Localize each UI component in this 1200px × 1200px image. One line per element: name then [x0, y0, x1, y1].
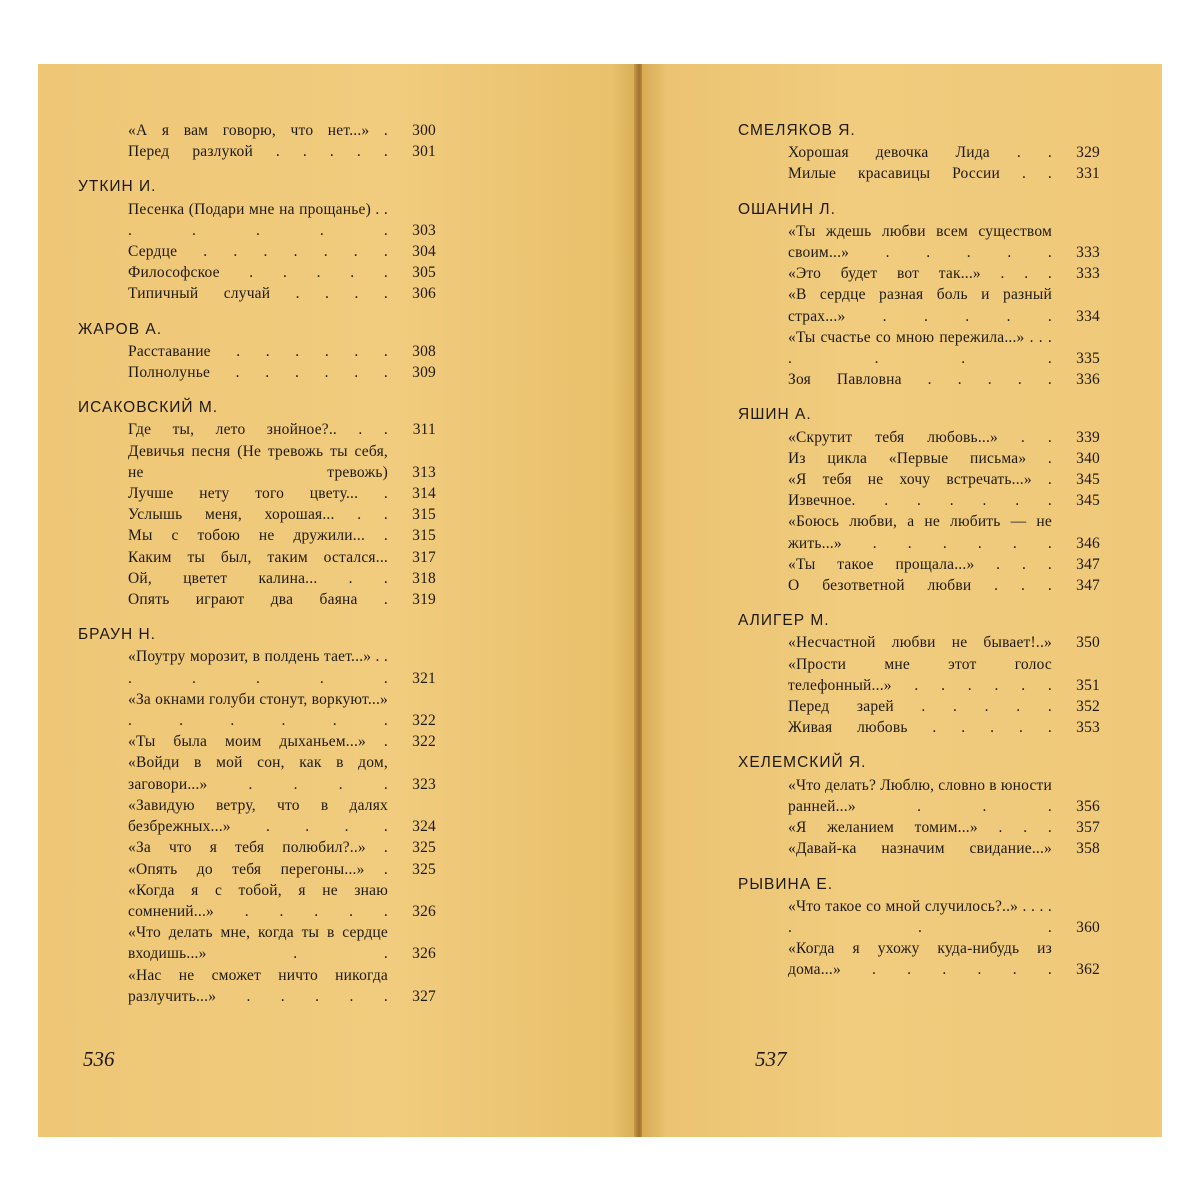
- entry-title: Живая любовь . . . . .: [788, 719, 1052, 737]
- toc-section: [738, 752, 1100, 859]
- entry-title: «Это будет вот так...» . . .: [788, 265, 1052, 283]
- entry-page-number: 324: [412, 818, 436, 836]
- toc-entry: [738, 938, 1100, 980]
- toc-entry: [738, 163, 1100, 184]
- toc-entry: [78, 362, 436, 383]
- entry-page-number: 313: [412, 463, 436, 481]
- entry-title: Песенка (Подари мне на прощанье) . . . . . . .: [128, 200, 388, 239]
- toc-entry: [738, 263, 1100, 284]
- toc-entry: [78, 419, 436, 440]
- entry-title: «Скрутит тебя любовь...» . .: [788, 428, 1052, 446]
- entry-page-number: 325: [412, 839, 436, 857]
- entry-page-number: 300: [412, 122, 436, 139]
- toc-entry: [738, 469, 1100, 490]
- toc-section: [738, 120, 1100, 185]
- entry-page-number: 304: [412, 243, 436, 261]
- entry-page-number: 303: [412, 221, 436, 239]
- toc-section: [78, 397, 436, 610]
- entry-page-number: 334: [1076, 307, 1100, 325]
- entry-page-number: 322: [412, 733, 436, 751]
- page-number-left: 536: [83, 1047, 115, 1071]
- table-of-contents-right: [738, 120, 1100, 995]
- entry-title: «Боюсь любви, а не любить — не жить...» . . . . . .: [788, 513, 1052, 552]
- toc-entry: [78, 646, 436, 688]
- entry-title: «Войди в мой сон, как в дом, заговори...» . . . .: [128, 754, 388, 793]
- entry-page-number: 326: [412, 902, 436, 920]
- entry-page-number: 308: [412, 342, 436, 360]
- entry-title: Каким ты был, таким остался...: [128, 548, 388, 566]
- toc-entry: [738, 490, 1100, 511]
- entry-page-number: 357: [1076, 819, 1100, 837]
- toc-entry: [78, 341, 436, 362]
- entry-page-number: 315: [412, 527, 436, 545]
- toc-entry: [78, 120, 436, 141]
- entry-page-number: 353: [1076, 719, 1100, 737]
- toc-section: [738, 610, 1100, 738]
- toc-entry: [78, 965, 436, 1007]
- entry-page-number: 347: [1076, 555, 1100, 573]
- author-heading: АЛИГЕР М.: [738, 612, 830, 630]
- toc-entry: [78, 141, 436, 162]
- toc-entry: [78, 283, 436, 304]
- entry-page-number: 317: [412, 548, 436, 566]
- entry-page-number: 321: [412, 669, 436, 687]
- entry-title: «Завидую ветру, что в далях безбрежных...» . . . .: [128, 796, 388, 836]
- toc-entry: [738, 817, 1100, 838]
- entry-title: «Что такое со мной случилось?..» . . . . . . .: [788, 897, 1052, 936]
- author-heading: СМЕЛЯКОВ Я.: [738, 122, 856, 139]
- entry-title: Где ты, лето знойное?.. . .: [128, 421, 388, 439]
- entry-title: Девичья песня (Не тревожь ты себя, не тревожь): [128, 442, 388, 481]
- toc-section: [78, 319, 436, 384]
- entry-page-number: 362: [1076, 961, 1100, 979]
- entry-title: «Опять до тебя перегоны...» .: [128, 860, 388, 878]
- entry-page-number: 314: [412, 485, 436, 503]
- entry-title: «Давай-ка назначим свидание...»: [788, 840, 1052, 858]
- toc-entry: [78, 795, 436, 837]
- author-heading: БРАУН Н.: [78, 626, 156, 644]
- toc-entry: [78, 262, 436, 283]
- right-page: [642, 64, 1162, 1137]
- toc-entry: [78, 504, 436, 525]
- entry-title: «Поутру морозит, в полдень тает...» . . . . . . .: [128, 648, 388, 687]
- author-heading: УТКИН И.: [78, 178, 157, 196]
- entry-page-number: 339: [1076, 428, 1100, 446]
- entry-title: Из цикла «Первые письма» .: [788, 449, 1052, 467]
- toc-section: [738, 874, 1100, 981]
- toc-entry: [738, 575, 1100, 596]
- toc-section: [738, 199, 1100, 391]
- toc-entry: [78, 241, 436, 262]
- entry-title: «Ты ждешь любви всем существом своим...» . . . . .: [788, 222, 1052, 262]
- toc-entry: [738, 511, 1100, 553]
- entry-title: «Что делать? Люблю, словно в юности ранней...» . . .: [788, 776, 1053, 815]
- entry-page-number: 315: [412, 506, 436, 524]
- entry-title: «Несчастной любви не бывает!..»: [788, 634, 1052, 652]
- author-heading: ХЕЛЕМСКИЙ Я.: [738, 754, 867, 772]
- toc-entry: [78, 731, 436, 752]
- toc-entry: [738, 838, 1100, 859]
- entry-title: Перед разлукой . . . . .: [128, 143, 388, 161]
- toc-entry: [78, 922, 436, 964]
- toc-entry: [738, 284, 1100, 326]
- table-of-contents-left: [78, 120, 436, 1021]
- entry-page-number: 311: [412, 421, 436, 439]
- toc-entry: [738, 717, 1100, 738]
- entry-page-number: 352: [1076, 698, 1100, 716]
- entry-page-number: 347: [1076, 577, 1100, 595]
- entry-title: Мы с тобою не дружили... .: [128, 527, 388, 545]
- entry-title: «За окнами голуби стонут, воркуют...» . . . . . .: [128, 690, 388, 730]
- toc-section: [78, 176, 436, 304]
- entry-page-number: 331: [1076, 165, 1100, 183]
- entry-title: Типичный случай . . . .: [128, 285, 388, 303]
- entry-page-number: 360: [1076, 918, 1100, 936]
- entry-title: Философское . . . . .: [128, 264, 388, 282]
- entry-title: «Что делать мне, когда ты в сердце входишь...» . .: [128, 924, 388, 963]
- entry-page-number: 309: [412, 364, 436, 382]
- entry-title: Полнолунье . . . . . .: [128, 364, 388, 382]
- page-number-right: 537: [755, 1047, 787, 1071]
- entry-page-number: 333: [1076, 244, 1100, 262]
- entry-title: «Ты счастье со мною пережила...» . . . . . . .: [788, 328, 1052, 368]
- entry-title: Хорошая девочка Лида . .: [788, 144, 1052, 162]
- author-heading: ИСАКОВСКИЙ М.: [78, 399, 219, 417]
- toc-entry: [738, 554, 1100, 575]
- entry-page-number: 306: [412, 285, 436, 303]
- entry-page-number: 322: [412, 712, 436, 730]
- entry-title: Ой, цветет калина... . .: [128, 569, 388, 587]
- entry-title: «Когда я ухожу куда-нибудь из дома...» . . . . . .: [788, 940, 1052, 979]
- toc-section: [78, 624, 436, 1007]
- entry-page-number: 319: [412, 591, 436, 609]
- book-spread: [38, 64, 1162, 1137]
- entry-title: «За что я тебя полюбил?..» .: [128, 839, 388, 857]
- entry-page-number: 318: [412, 569, 436, 587]
- author-heading: ЖАРОВ А.: [78, 320, 162, 338]
- entry-title: «Прости мне этот голос телефонный...» . . . . . .: [788, 655, 1052, 694]
- toc-entry: [738, 775, 1100, 817]
- entry-page-number: 350: [1076, 634, 1100, 652]
- entry-page-number: 323: [412, 775, 436, 793]
- entry-title: Зоя Павловна . . . . .: [788, 371, 1052, 389]
- entry-page-number: 327: [412, 987, 436, 1005]
- toc-entry: [78, 689, 436, 731]
- entry-page-number: 340: [1076, 449, 1100, 467]
- toc-entry: [78, 589, 436, 610]
- entry-title: «В сердце разная боль и разный страх...» . . . . .: [788, 286, 1052, 325]
- entry-page-number: 335: [1076, 350, 1100, 368]
- toc-entry: [738, 221, 1100, 263]
- toc-entry: [78, 483, 436, 504]
- author-heading: РЫВИНА Е.: [738, 875, 834, 893]
- toc-entry: [78, 441, 436, 483]
- entry-title: О безответной любви . . .: [788, 577, 1052, 595]
- toc-entry: [738, 448, 1100, 469]
- entry-title: «Ты была моим дыханьем...» .: [128, 733, 388, 751]
- toc-entry: [738, 327, 1100, 369]
- entry-title: «Ты такое прощала...» . . .: [788, 555, 1052, 573]
- entry-title: Опять играют два баяна .: [128, 591, 388, 609]
- toc-entry: [738, 696, 1100, 717]
- entry-page-number: 333: [1076, 265, 1100, 283]
- toc-entry: [738, 896, 1100, 938]
- toc-entry: [738, 654, 1100, 696]
- entry-title: Лучше нету того цвету... .: [128, 485, 388, 503]
- toc-entry: [738, 632, 1100, 653]
- toc-entry: [78, 859, 436, 880]
- entry-page-number: 345: [1076, 492, 1100, 510]
- toc-entry: [78, 752, 436, 794]
- toc-entry: [738, 369, 1100, 390]
- entry-page-number: 345: [1076, 471, 1100, 489]
- toc-section: [78, 120, 436, 162]
- entry-title: «Я желанием томим...» . . .: [788, 819, 1052, 837]
- toc-entry: [738, 427, 1100, 448]
- entry-page-number: 325: [412, 860, 436, 878]
- entry-page-number: 305: [412, 264, 436, 282]
- entry-title: Сердце . . . . . . .: [128, 243, 388, 261]
- author-heading: ЯШИН А.: [738, 406, 812, 424]
- entry-page-number: 358: [1076, 840, 1100, 858]
- left-page: [38, 64, 636, 1137]
- entry-title: Услышь меня, хорошая... . .: [128, 506, 388, 524]
- toc-entry: [78, 880, 436, 922]
- entry-title: «А я вам говорю, что нет...» .: [128, 122, 388, 139]
- entry-page-number: 326: [412, 945, 436, 963]
- toc-entry: [78, 525, 436, 546]
- entry-title: «Я тебя не хочу встречать...» .: [788, 471, 1052, 489]
- entry-page-number: 356: [1076, 797, 1100, 815]
- author-heading: ОШАНИН Л.: [738, 200, 836, 218]
- toc-entry: [738, 142, 1100, 163]
- entry-title: Расставание . . . . . .: [128, 342, 388, 360]
- toc-entry: [78, 568, 436, 589]
- entry-page-number: 346: [1076, 534, 1100, 552]
- entry-title: «Когда я с тобой, я не знаю сомнений...» . . . . .: [128, 881, 388, 920]
- entry-page-number: 351: [1076, 676, 1100, 694]
- entry-title: Милые красавицы России . .: [788, 165, 1052, 183]
- entry-page-number: 336: [1076, 371, 1100, 389]
- entry-page-number: 329: [1076, 144, 1100, 162]
- entry-page-number: 301: [412, 143, 436, 161]
- entry-title: «Нас не сможет ничто никогда разлучить...» . . . . .: [128, 966, 388, 1005]
- entry-title: Извечное. . . . . . .: [788, 492, 1052, 510]
- toc-entry: [78, 837, 436, 858]
- entry-title: Перед зарей . . . . .: [788, 698, 1052, 716]
- toc-entry: [78, 199, 436, 241]
- toc-entry: [78, 547, 436, 568]
- toc-section: [738, 404, 1100, 596]
